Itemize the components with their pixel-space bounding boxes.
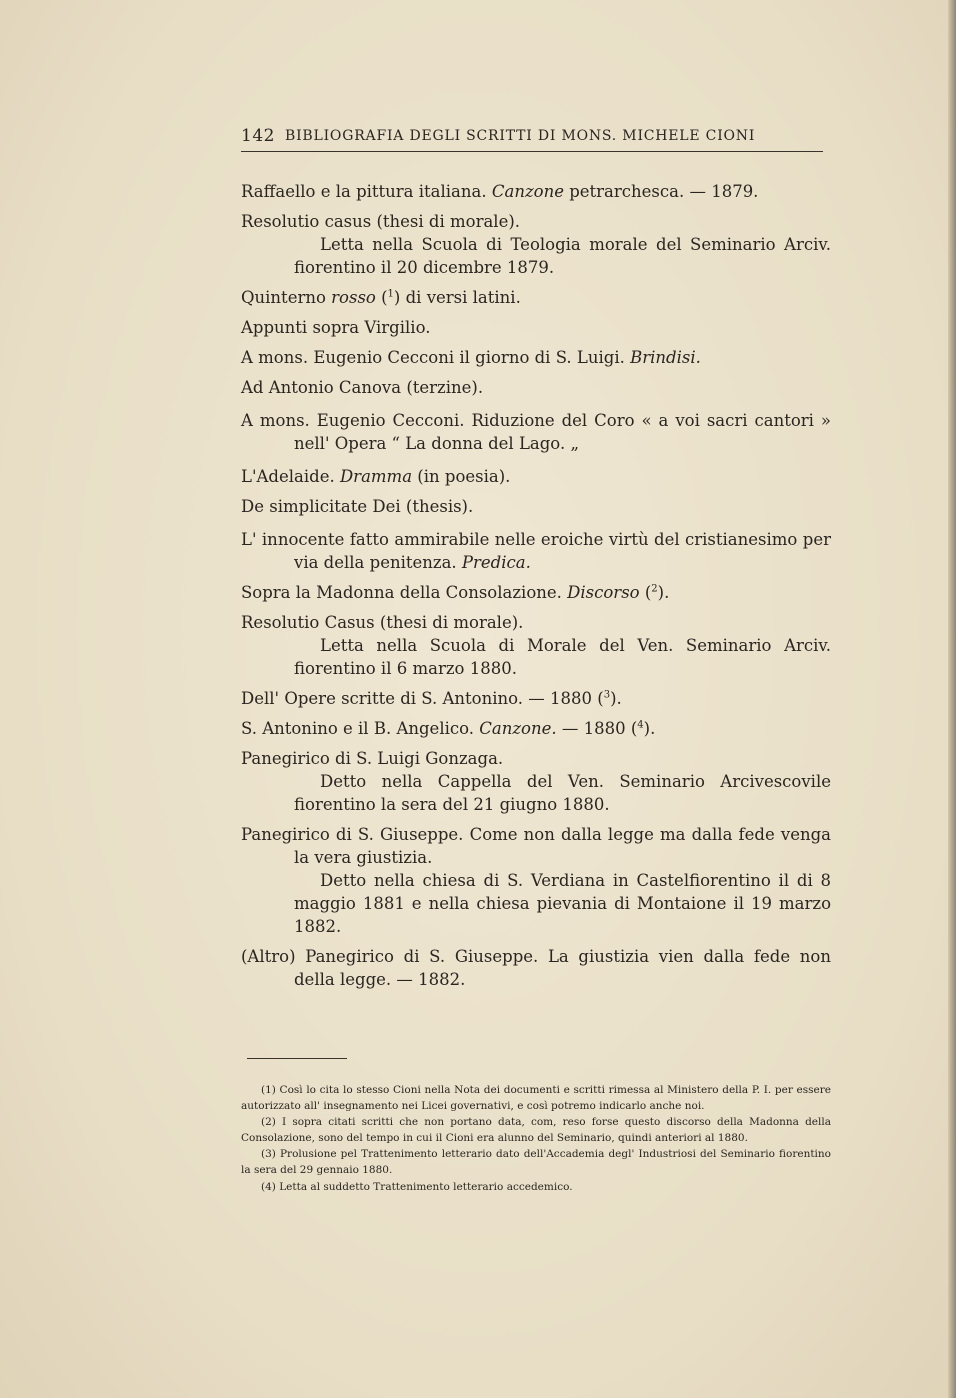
footnote: (3) Prolusione pel Trattenimento letterario dato dell'Accademia degl' Industriosi del Seminario fiorentino la sera del 29 gennaio 1880. [241,1148,831,1176]
page-number: 142 [241,126,275,146]
running-header [241,126,823,150]
entry-note: Detto nella Cappella del Ven. Seminario Arcivescovile fiorentino la sera del 21 giugno 1880. [294,772,831,814]
bibliography-entry: L' innocente fatto ammirabile nelle eroiche virtù del cristianesimo per via della penitenza. Predica. [241,530,831,572]
bibliography-entry: A mons. Eugenio Cecconi. Riduzione del Coro « a voi sacri cantori » nell' Opera “ La donna del Lago. „ [241,411,831,453]
footnote: (4) Letta al suddetto Trattenimento letterario accedemico. [261,1181,573,1193]
footnote-rule [247,1058,347,1059]
bibliography-entry: A mons. Eugenio Cecconi il giorno di S. Luigi. Brindisi. [241,348,701,367]
bibliography-entry: Ad Antonio Canova (terzine). [241,378,484,397]
footnotes [241,1082,831,1195]
bibliography-entry: Resolutio Casus (thesi di morale). [241,613,524,632]
header-rule [241,151,823,152]
entry-note: Letta nella Scuola di Teologia morale del Seminario Arciv. fiorentino il 20 dicembre 1879. [294,235,831,277]
bibliography-entry: Panegirico di S. Luigi Gonzaga. [241,749,504,768]
bibliography-entry: (Altro) Panegirico di S. Giuseppe. La giustizia vien dalla fede non della legge. — 1882. [241,947,831,989]
bibliography-entry: Dell' Opere scritte di S. Antonino. — 1880 ($^3$). [241,689,622,708]
bibliography-entry: Raffaello e la pittura italiana. Canzone petrarchesca. — 1879. [241,182,759,201]
page-edge-shadow [948,0,956,1398]
bibliography-entry: Appunti sopra Virgilio. [241,318,431,337]
running-title: BIBLIOGRAFIA DEGLI SCRITTI DI MONS. MICHELE CIONI [285,128,756,144]
bibliography-entry: Panegirico di S. Giuseppe. Come non dalla legge ma dalla fede venga la vera giustizia. [241,825,831,867]
bibliography-entry: Resolutio casus (thesi di morale). [241,212,521,231]
footnote: (2) I sopra citati scritti che non portano data, com, reso forse questo discorso della Madonna della Consolazione, sono del tempo in cui il Cioni era alunno del Seminario, quindi anteriori al 1880. [241,1116,831,1144]
bibliography-entry: Sopra la Madonna della Consolazione. Discorso ($^2$). [241,583,670,602]
entry-note: Letta nella Scuola di Morale del Ven. Seminario Arciv. fiorentino il 6 marzo 1880. [294,636,831,678]
bibliography-entry: Quinterno rosso ($^1$) di versi latini. [241,288,521,307]
footnote: (1) Così lo cita lo stesso Cioni nella Nota dei documenti e scritti rimessa al Ministero della P. I. per essere autorizzato all' insegnamento nei Licei governativi, e così potremo indicarlo anche noi. [241,1084,831,1112]
bibliography-entry: L'Adelaide. Dramma (in poesia). [241,467,511,486]
bibliography-entry: S. Antonino e il B. Angelico. Canzone. — 1880 ($^4$). [241,719,656,738]
bibliography-list [241,180,831,998]
entry-note: Detto nella chiesa di S. Verdiana in Castelfiorentino il di 8 maggio 1881 e nella chiesa pievania di Montaione il 19 marzo 1882. [294,871,831,936]
bibliography-entry: De simplicitate Dei (thesis). [241,497,474,516]
